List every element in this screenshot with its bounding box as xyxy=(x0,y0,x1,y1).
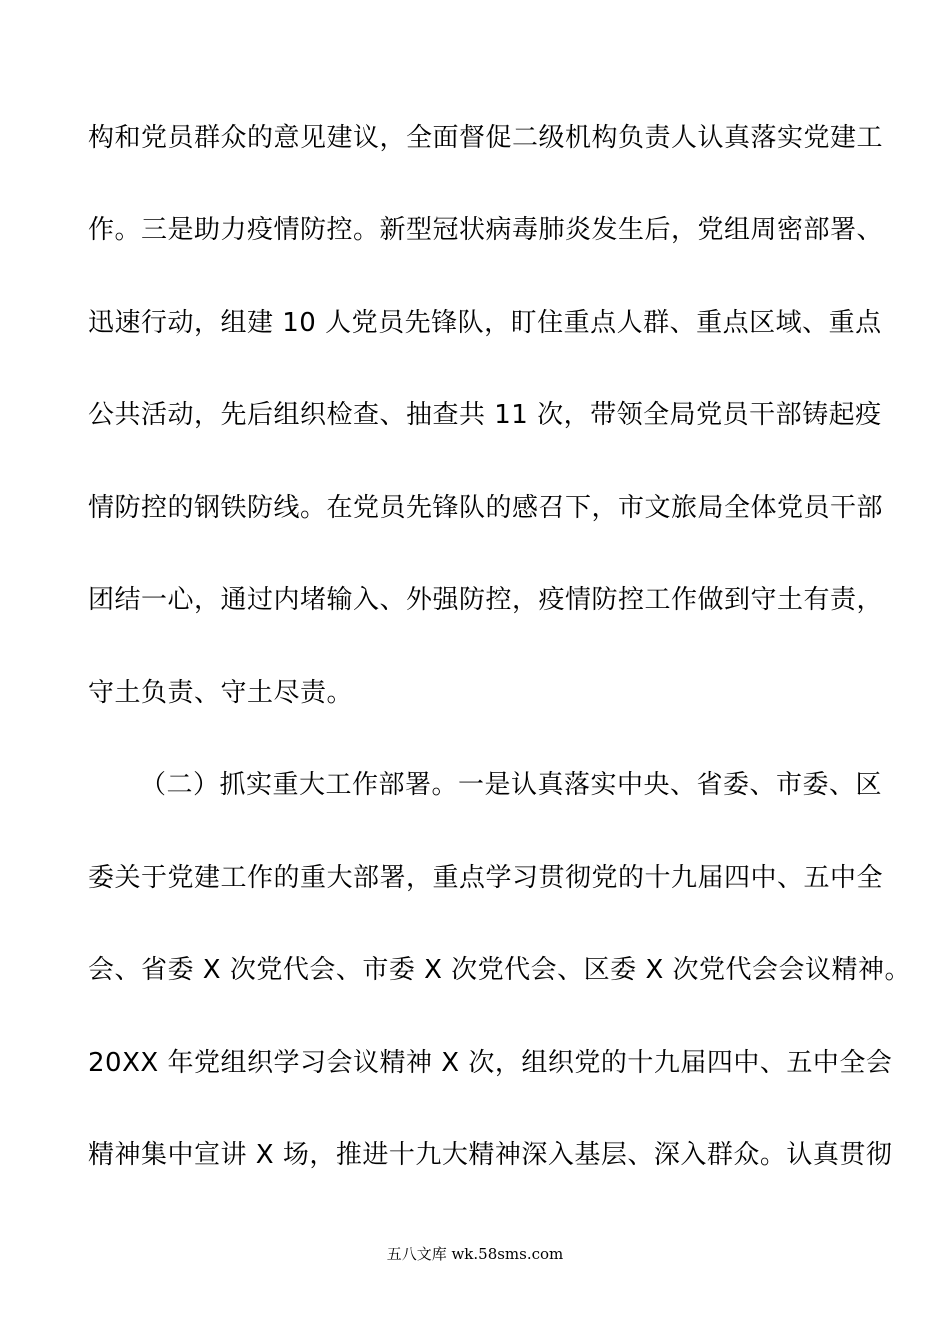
paragraph-line: 情防控的钢铁防线。在党员先锋队的感召下，市文旅局全体党员干部 xyxy=(88,493,884,523)
paragraph-line: 委关于党建工作的重大部署，重点学习贯彻党的十九届四中、五中全 xyxy=(88,863,884,893)
paragraph-line: 迅速行动，组建 10 人党员先锋队，盯住重点人群、重点区域、重点 xyxy=(88,308,882,338)
paragraph-line: 精神集中宣讲 X 场，推进十九大精神深入基层、深入群众。认真贯彻 xyxy=(88,1140,893,1170)
paragraph-line: 公共活动，先后组织检查、抽查共 11 次，带领全局党员干部铸起疫 xyxy=(88,400,882,430)
paragraph-line: 团结一心，通过内堵输入、外强防控，疫情防控工作做到守土有责， xyxy=(88,585,884,615)
page-footer: 五八文库 wk.58sms.com xyxy=(386,1245,564,1263)
paragraph-line: 构和党员群众的意见建议，全面督促二级机构负责人认真落实党建工 xyxy=(88,123,884,153)
paragraph-line: 作。三是助力疫情防控。新型冠状病毒肺炎发生后，党组周密部署、 xyxy=(88,215,884,245)
paragraph-line: 守土负责、守土尽责。 xyxy=(88,678,354,708)
section-heading-line: （二）抓实重大工作部署。一是认真落实中央、省委、市委、区 xyxy=(140,770,883,800)
paragraph-line: 20XX 年党组织学习会议精神 X 次，组织党的十九届四中、五中全会 xyxy=(88,1048,893,1078)
paragraph-line: 会、省委 X 次党代会、市委 X 次党代会、区委 X 次党代会会议精神。 xyxy=(88,955,912,985)
